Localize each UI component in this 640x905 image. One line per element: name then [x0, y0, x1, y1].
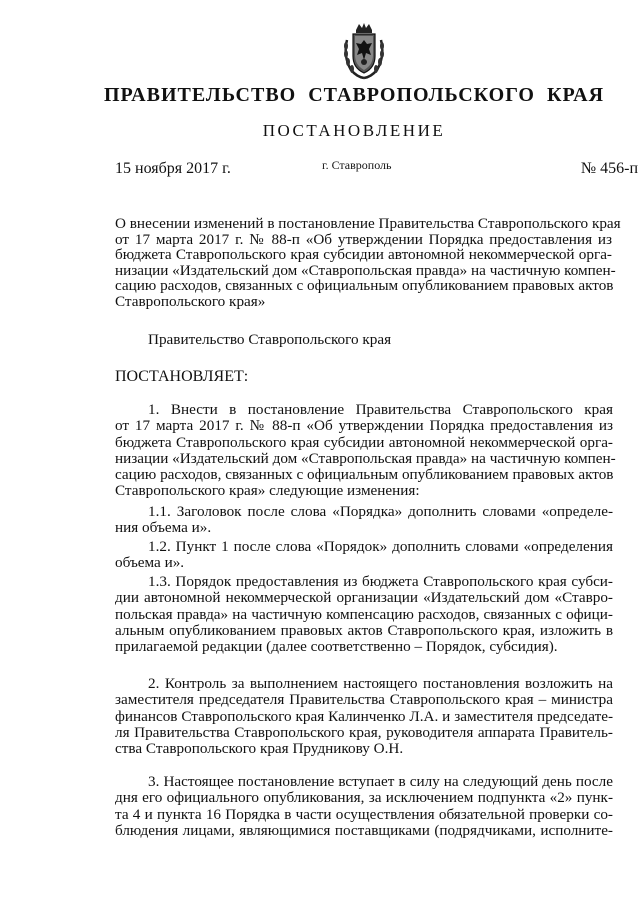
paragraph-line: бюджета Ставропольского края субсидии автономной некоммерческой орга-	[115, 433, 613, 451]
paragraph-line: 1.1. Заголовок после слова «Порядка» дополнить словами «определе-	[148, 503, 613, 520]
subject-line: бюджета Ставропольского края субсидии автономной некоммерческой орга-	[115, 246, 612, 264]
paragraph-2	[115, 676, 613, 757]
paragraph-line: прилагаемой редакции (далее соответственно – Порядок, субсидия).	[115, 638, 558, 656]
document-number: № 456-п	[580, 160, 638, 177]
paragraph-line: блюдения лицами, являющимися поставщиками (подрядчиками, исполните-	[115, 821, 613, 839]
paragraph-line: ния объема и».	[115, 519, 212, 537]
subject-line: низации «Издательский дом «Ставропольская правда» на частичную компен-	[115, 261, 616, 279]
paragraph-line: 3. Настоящее постановление вступает в силу на следующий день после	[148, 773, 613, 790]
paragraph-line: Ставропольского края» следующие изменения:	[115, 482, 420, 500]
paragraph-line: альным опубликованием правовых актов Ставропольского края, изложить в	[115, 621, 613, 639]
paragraph-1-3	[115, 574, 613, 655]
paragraph-3	[115, 774, 613, 839]
document-date: 15 ноября 2017 г.	[115, 160, 231, 177]
paragraph-line: ля Правительства Ставропольского края, руководителя аппарата Правитель-	[115, 723, 613, 741]
decree-word: ПОСТАНОВЛЯЕТ:	[115, 368, 249, 385]
paragraph-line: ства Ставропольского края Прудникову О.Н.	[115, 740, 404, 758]
paragraph-1	[115, 401, 616, 500]
paragraph-line: финансов Ставропольского края Калинченко Л.А. и заместителя председате-	[115, 707, 613, 725]
paragraph-line: дня его официального опубликования, за исключением подпункта «2» пунк-	[115, 789, 613, 807]
paragraph-1-1	[115, 504, 613, 537]
paragraph-line: заместителя председателя Правительства Ставропольского края – министра	[115, 691, 613, 709]
paragraph-line: 1.3. Порядок предоставления из бюджета Ставропольского края субси-	[148, 573, 613, 590]
subject-line: сацию расходов, связанных с официальным опубликованием правовых актов	[115, 277, 614, 295]
paragraph-line: польская правда» на частичную компенсацию расходов, связанных с офици-	[115, 605, 613, 623]
subject-line: от 17 марта 2017 г. № 88-п «Об утверждении Порядка предоставления из	[115, 230, 612, 248]
paragraph-line: 2. Контроль за выполнением настоящего постановления возложить на	[148, 675, 613, 692]
paragraph-line: 1. Внести в постановление Правительства Ставропольского края	[148, 401, 613, 418]
subject-line: О внесении изменений в постановление Правительства Ставропольского края	[115, 215, 621, 232]
paragraph-line: та 4 и пункта 16 Порядка в части осуществления обязательной проверки со-	[115, 805, 613, 823]
paragraph-line: дии автономной некоммерческой организации «Издательский дом «Ставро-	[115, 589, 613, 607]
document-city: г. Ставрополь	[322, 158, 392, 172]
paragraph-line: 1.2. Пункт 1 после слова «Порядок» дополнить словами «определения	[148, 538, 613, 555]
paragraph-1-2	[115, 539, 613, 572]
document-type: ПОСТАНОВЛЕНИЕ	[262, 121, 446, 140]
document-subject	[115, 215, 621, 310]
paragraph-line: низации «Издательский дом «Ставропольская правда» на частичную компен-	[115, 449, 616, 467]
paragraph-line: объема и».	[115, 554, 185, 572]
issuing-body: Правительство Ставропольского края	[148, 331, 392, 348]
paragraph-line: от 17 марта 2017 г. № 88-п «Об утверждении Порядка предоставления из	[115, 417, 613, 435]
coat-of-arms-icon	[341, 22, 387, 80]
paragraph-line: сацию расходов, связанных с официальным опубликованием правовых актов	[115, 466, 614, 484]
subject-line: Ставропольского края»	[115, 292, 266, 310]
government-title: ПРАВИТЕЛЬСТВО СТАВРОПОЛЬСКОГО КРАЯ	[103, 84, 605, 106]
